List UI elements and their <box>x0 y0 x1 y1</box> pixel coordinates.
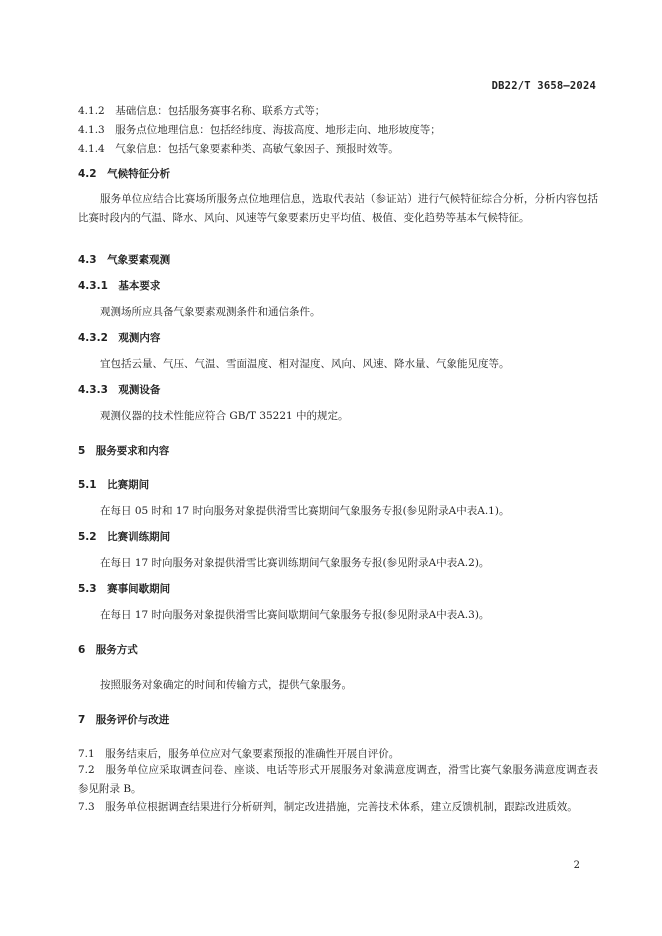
heading-4-3: 4.3 气象要素观测 <box>78 254 171 266</box>
heading-4-3-3: 4.3.3 观测设备 <box>78 384 161 396</box>
heading-5-2: 5.2 比赛训练期间 <box>78 531 171 543</box>
page-number: 2 <box>573 860 580 871</box>
paragraph-6: 按照服务对象确定的时间和传输方式，提供气象服务。 <box>100 679 352 691</box>
paragraph-5-2: 在每日 17 时向服务对象提供滑雪比赛训练期间气象服务专报(参见附录A中表A.2)。 <box>100 557 490 569</box>
clause-7-3: 7.3 服务单位根据调查结果进行分析研判，制定改进措施，完善技术体系，建立反馈机制，跟踪改进质效。 <box>78 801 578 813</box>
paragraph-4-3-3: 观测仪器的技术性能应符合 GB/T 35221 中的规定。 <box>100 410 349 422</box>
clause-7-2: 7.2 服务单位应采取调查问卷、座谈、电话等形式开展服务对象满意度调查，滑雪比赛气象服务满意度调查表参见附录 B。 <box>78 764 598 795</box>
heading-4-2: 4.2 气候特征分析 <box>78 168 171 180</box>
heading-5-3: 5.3 赛事间歇期间 <box>78 583 171 595</box>
heading-5-1: 5.1 比赛期间 <box>78 479 150 491</box>
document-id: DB22/T 3658—2024 <box>491 80 596 92</box>
paragraph-4-3-1: 观测场所应具备气象要素观测条件和通信条件。 <box>100 306 321 318</box>
paragraph-5-1: 在每日 05 时和 17 时向服务对象提供滑雪比赛期间气象服务专报(参见附录A中表A.1)。 <box>100 505 510 517</box>
paragraph-4-2: 服务单位应结合比赛场所服务点位地理信息，选取代表站（参证站）进行气候特征综合分析，分析内容包括比赛时段内的气温、降水、风向、风速等气象要素历史平均值、极值、变化趋势等基本气候特征。 <box>78 193 598 224</box>
paragraph-4-3-2: 宜包括云量、气压、气温、雪面温度、相对湿度、风向、风速、降水量、气象能见度等。 <box>100 358 510 370</box>
clause-7-1: 7.1 服务结束后，服务单位应对气象要素预报的准确性开展自评价。 <box>78 748 400 760</box>
clause-4-1-2: 4.1.2 基础信息：包括服务赛事名称、联系方式等； <box>78 105 326 117</box>
clause-4-1-3: 4.1.3 服务点位地理信息：包括经纬度、海拔高度、地形走向、地形坡度等； <box>78 124 441 136</box>
heading-6: 6 服务方式 <box>78 644 138 656</box>
clause-4-1-4: 4.1.4 气象信息：包括气象要素种类、高敏气象因子、预报时效等。 <box>78 143 399 155</box>
heading-7: 7 服务评价与改进 <box>78 714 170 726</box>
heading-4-3-1: 4.3.1 基本要求 <box>78 280 161 292</box>
heading-5: 5 服务要求和内容 <box>78 445 170 457</box>
heading-4-3-2: 4.3.2 观测内容 <box>78 332 161 344</box>
paragraph-5-3: 在每日 17 时向服务对象提供滑雪比赛间歇期间气象服务专报(参见附录A中表A.3)。 <box>100 609 490 621</box>
